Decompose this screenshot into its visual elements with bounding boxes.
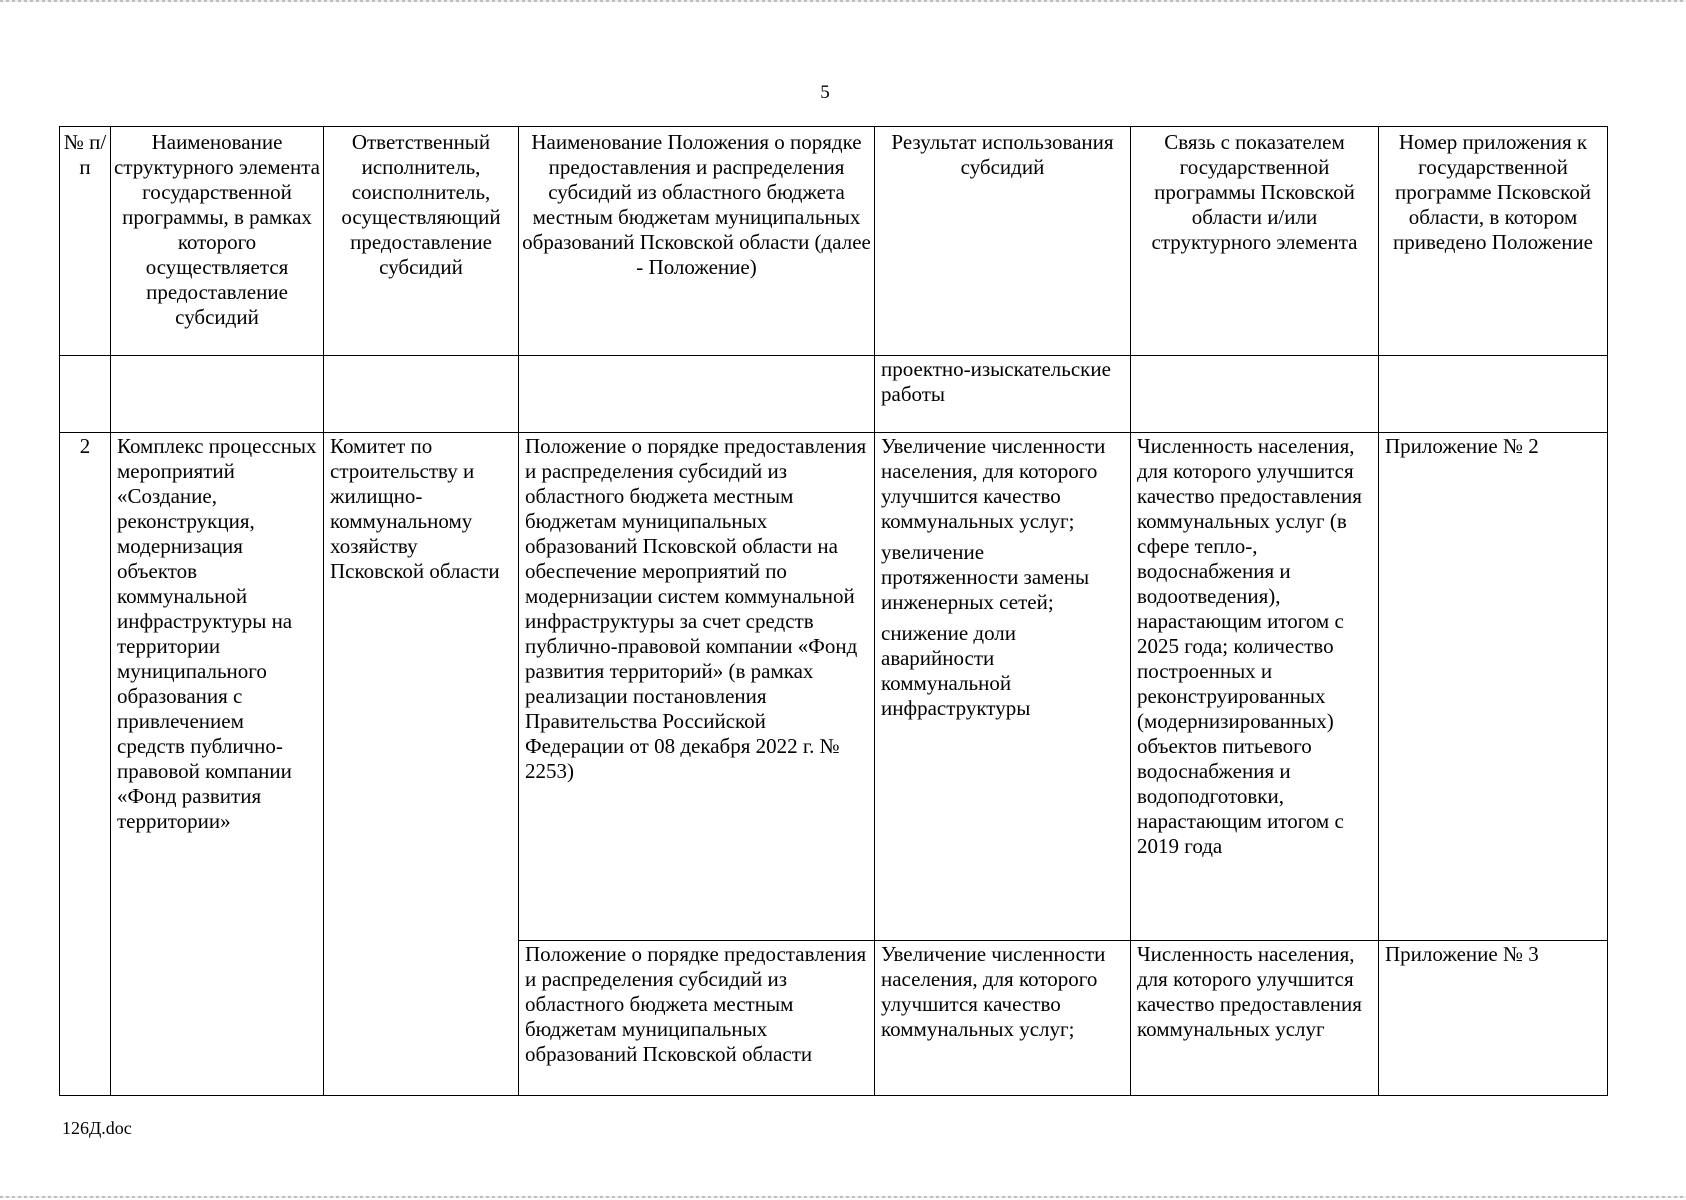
cell-number: 2	[60, 433, 111, 1096]
result-item: Увеличение численности населения, для которого улучшится качество коммунальных услуг;	[881, 434, 1106, 533]
header-executor: Ответственный исполнитель, соисполнитель, осуществляющий предоставление субсидий	[324, 127, 519, 356]
header-structural-element: Наименование структурного элемента государственной программы, в рамках которого осуществляется предоставление субсидий	[111, 127, 324, 356]
table-row-2	[60, 433, 1608, 941]
cell-empty	[1379, 356, 1608, 433]
result-item: снижение доли аварийности коммунальной инфраструктуры	[881, 621, 1031, 720]
header-number: № п/п	[60, 127, 111, 356]
result-item: увеличение протяженности замены инженерных сетей;	[881, 540, 1090, 614]
result-item: Увеличение численности населения, для которого улучшится качество коммунальных услуг;	[881, 942, 1106, 1041]
cell-result	[875, 433, 1131, 941]
cell-appendix-number: Приложение № 3	[1379, 941, 1608, 1096]
header-appendix-number: Номер приложения к государственной программе Псковской области, в котором приведено Положение	[1379, 127, 1608, 356]
cell-empty	[60, 356, 111, 433]
header-result: Результат использования субсидий	[875, 127, 1131, 356]
cell-result	[875, 941, 1131, 1096]
cell-appendix-number: Приложение № 2	[1379, 433, 1608, 941]
header-indicator-link: Связь с показателем государственной программы Псковской области и/или структурного элемента	[1131, 127, 1379, 356]
cell-result: проектно-изыскательские работы	[875, 356, 1131, 433]
cell-indicator-link: Численность населения, для которого улучшится качество предоставления коммунальных услуг	[1131, 941, 1379, 1096]
subsidy-table	[59, 126, 1608, 1096]
table-header-row	[60, 127, 1608, 356]
cell-provision-name: Положение о порядке предоставления и распределения субсидий из областного бюджета местным бюджетам муниципальных образований Псковской области	[519, 941, 875, 1096]
cell-executor: Комитет по строительству и жилищно-коммунальному хозяйству Псковской области	[324, 433, 519, 1096]
scan-edge-bottom	[0, 1196, 1686, 1198]
cell-empty	[324, 356, 519, 433]
cell-empty	[111, 356, 324, 433]
table-row-continuation	[60, 356, 1608, 433]
cell-empty	[1131, 356, 1379, 433]
page-number: 5	[820, 82, 830, 103]
scan-edge-top	[0, 0, 1686, 2]
cell-empty	[519, 356, 875, 433]
cell-structural-element: Комплекс процессных мероприятий «Создание, реконструкция, модернизация объектов коммунальной инфраструктуры на территории муниципального образования с привлечением средств публично-правовой компании «Фонд развития территории»	[111, 433, 324, 1096]
cell-indicator-link: Численность населения, для которого улучшится качество предоставления коммунальных услуг (в сфере тепло-, водоснабжения и водоотведения), нарастающим итогом с 2025 года; количество построенных и реконструированных (модернизированных) объектов питьевого водоснабжения и водоподготовки, нарастающим итогом с 2019 года	[1131, 433, 1379, 941]
header-provision-name: Наименование Положения о порядке предоставления и распределения субсидий из областного бюджета местным бюджетам муниципальных образований Псковской области (далее - Положение)	[519, 127, 875, 356]
cell-provision-name: Положение о порядке предоставления и распределения субсидий из областного бюджета местным бюджетам муниципальных образований Псковской области на обеспечение мероприятий по модернизации систем коммунальной инфраструктуры за счет средств публично-правовой компании «Фонд развития территорий» (в рамках реализации постановления Правительства Российской Федерации от 08 декабря 2022 г. № 2253)	[519, 433, 875, 941]
document-filename: 126Д.doc	[62, 1118, 132, 1138]
